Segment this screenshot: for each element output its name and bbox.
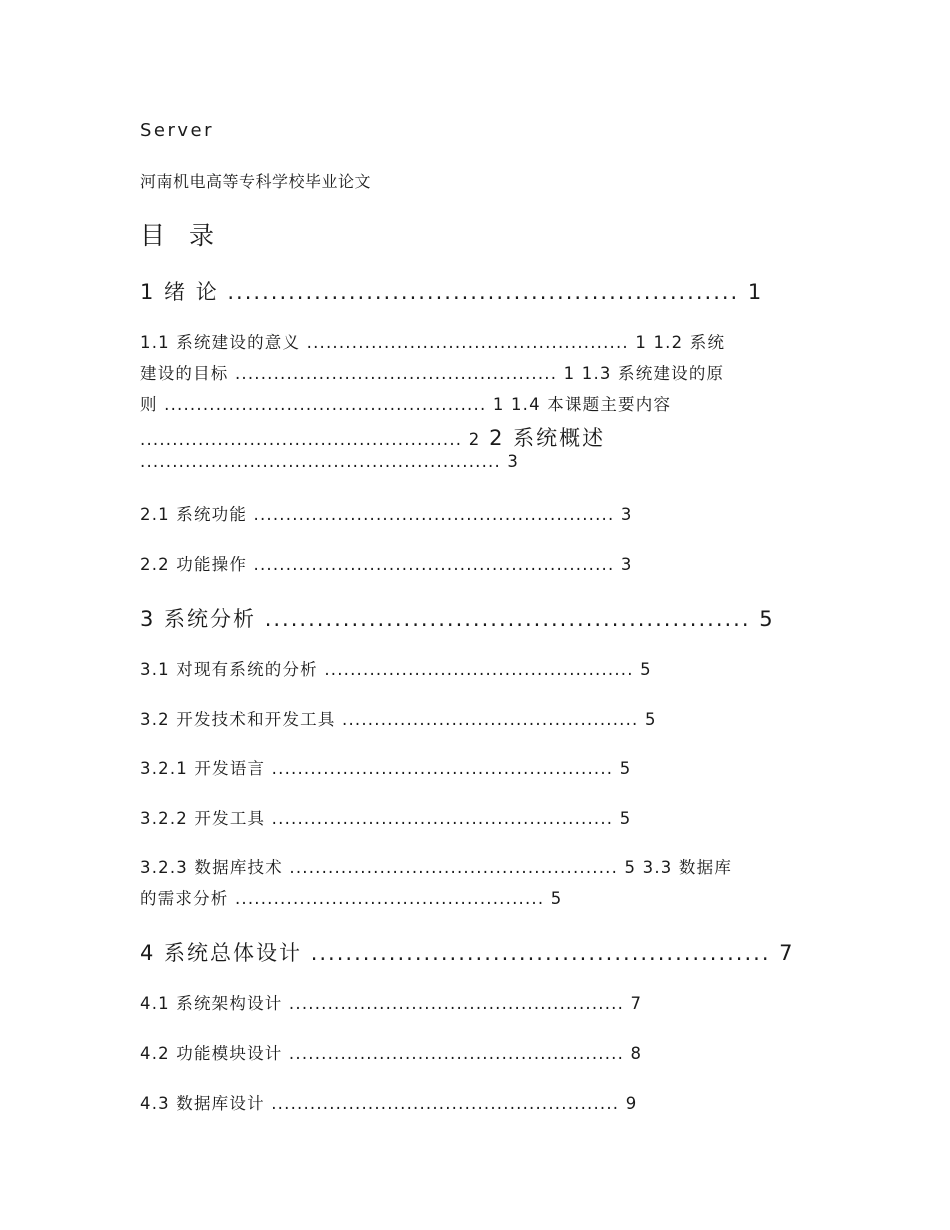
toc-entry: 1.1 系统建设的意义 .................................................. 1 1.2 系统 xyxy=(140,333,726,352)
toc-entry-dots: .................................................. 2 xyxy=(140,430,481,449)
school-name: 河南机电高等专科学校毕业论文 xyxy=(140,172,372,191)
toc-entry: ........................................................ 3 xyxy=(140,452,520,471)
toc-heading: 目 录 xyxy=(140,221,222,250)
toc-entry: 建设的目标 .................................................. 1 1.3 系统建设的原 xyxy=(140,364,725,383)
toc-entry: 则 .................................................. 1 1.4 本课题主要内容 xyxy=(140,395,672,414)
toc-entry: 4.3 数据库设计 ...................................................... 9 xyxy=(140,1094,638,1113)
toc-entry: 3.2.1 开发语言 ..................................................... 5 xyxy=(140,759,632,778)
toc-entry: 3 系统分析 ........................................................ 5 xyxy=(140,607,775,631)
toc-entry: 3.1 对现有系统的分析 ................................................ 5 xyxy=(140,660,652,679)
toc-entry: 2.1 系统功能 ........................................................ 3 xyxy=(140,505,633,524)
toc-entry: 3.2 开发技术和开发工具 .............................................. 5 xyxy=(140,710,657,729)
toc-entry-wrapped xyxy=(140,422,605,452)
toc-entry: 3.2.2 开发工具 ..................................................... 5 xyxy=(140,809,632,828)
toc-entry: 3.2.3 数据库技术 ................................................... 5 3.3 数据库 xyxy=(140,858,733,877)
document-title: Server xyxy=(140,120,215,141)
toc-entry: 的需求分析 ................................................ 5 xyxy=(140,889,563,908)
toc-entry-chapter: 2 系统概述 xyxy=(480,426,606,450)
toc-entry: 4.2 功能模块设计 .................................................... 8 xyxy=(140,1044,643,1063)
toc-entry: 1 绪 论 ........................................................... 1 xyxy=(140,280,764,304)
toc-entry: 4 系统总体设计 ..................................................... 7 xyxy=(140,941,795,965)
toc-entry: 4.1 系统架构设计 .................................................... 7 xyxy=(140,994,643,1013)
toc-entry: 2.2 功能操作 ........................................................ 3 xyxy=(140,555,633,574)
